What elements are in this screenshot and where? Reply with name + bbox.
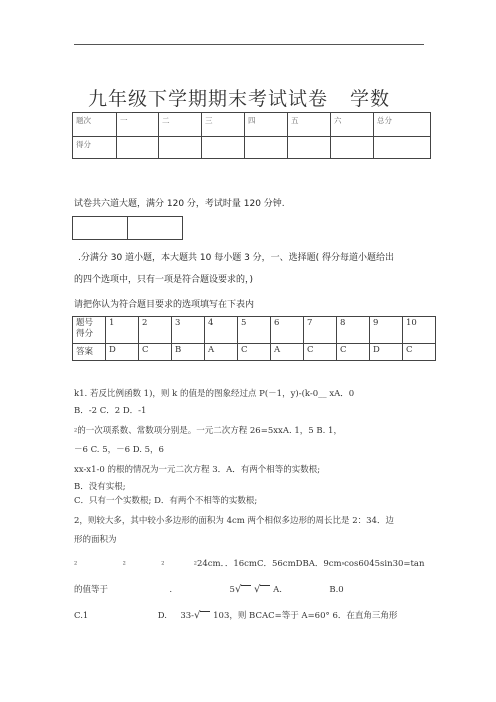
section1-instruction-2: 的四个选项中，只有一项是符合题设要求的，)	[74, 275, 254, 285]
score-cell[interactable]	[117, 137, 159, 159]
question-5-cont	[74, 609, 397, 621]
q4-mark: 2	[193, 560, 197, 567]
score-table	[72, 112, 431, 159]
question-3-options-cd: C．只有一个实数根; D．有两个不相等的实数根;	[74, 496, 258, 506]
score-header-cell: 五	[288, 113, 331, 137]
score-table-header-row	[73, 113, 431, 137]
q4-mark: 2	[122, 560, 126, 567]
q5-option-d-value: 33-	[180, 611, 195, 621]
answer-cell[interactable]: C	[403, 344, 436, 361]
question-number: 10	[403, 317, 436, 344]
question-number: 8	[337, 317, 370, 344]
answer-cell[interactable]: C	[238, 344, 271, 361]
q4-options-text: 24cm．．16cmC．56cmDBA．9cm	[196, 559, 342, 569]
score-cell[interactable]	[159, 137, 202, 159]
answer-table-head	[73, 317, 106, 344]
answer-table	[72, 316, 436, 361]
exam-intro: 试卷共六道大题，满分 120 分，考试时量 120 分钟.	[74, 199, 285, 209]
sqrt-symbol: √	[254, 584, 270, 595]
answer-cell[interactable]: D	[106, 344, 139, 361]
score-cell[interactable]	[245, 137, 288, 159]
answer-cell[interactable]: C	[304, 344, 337, 361]
question-2	[74, 424, 342, 436]
question-3: xx-x1-0 的根的情况为一元二次方程 3．A．有两个相等的实数根;	[74, 465, 321, 475]
section-score-cell[interactable]	[128, 217, 183, 240]
score-cell[interactable]	[331, 137, 374, 159]
answer-number-row	[73, 317, 436, 344]
score-header-cell: 六	[331, 113, 374, 137]
question-5	[74, 583, 344, 595]
sqrt-symbol: √	[235, 584, 251, 595]
head-score: 得分	[76, 329, 94, 339]
score-header-cell: 四	[245, 113, 288, 137]
exam-title	[88, 84, 390, 111]
exam-subject: 学数	[350, 88, 391, 110]
answer-cell[interactable]: D	[370, 344, 403, 361]
question-4: 2，则较大多，其中较小多边形的面积为 4cm 两个相似多边形的周长比是 2：34．边	[74, 516, 394, 526]
score-header-cell: 二	[159, 113, 202, 137]
q5-option-a: A.	[273, 585, 282, 595]
question-6: 103，则 BCAC=等于 A=60° 6．在直角三角形	[213, 611, 398, 621]
q5-option-b: B.0	[329, 585, 344, 595]
score-header-cell: 总分	[374, 113, 431, 137]
question-number: 1	[106, 317, 139, 344]
score-cell[interactable]	[374, 137, 431, 159]
score-header-cell: 题次	[73, 113, 117, 137]
head-question-no: 题号	[76, 318, 94, 328]
q2-superscript: 2	[74, 427, 78, 434]
answer-cell[interactable]: B	[172, 344, 205, 361]
answer-row	[73, 344, 436, 361]
q4-trig: cos6045sin30=tan	[344, 559, 425, 569]
question-number: 2	[139, 317, 172, 344]
question-4-cont: 形的面积为	[74, 535, 117, 545]
sqrt-symbol: √	[194, 610, 210, 621]
q5-option-d: D.	[157, 611, 167, 621]
q5-prefix: 的值等于	[74, 585, 109, 595]
score-header-cell: 一	[117, 113, 159, 137]
answer-cell[interactable]: A	[205, 344, 238, 361]
question-number: 6	[271, 317, 304, 344]
answer-label: 答案	[73, 344, 106, 361]
q5-dot: .	[169, 585, 173, 595]
question-4-options	[74, 557, 424, 569]
header-rule	[74, 44, 424, 45]
section-score-cell[interactable]	[73, 217, 128, 240]
answer-cell[interactable]: C	[139, 344, 172, 361]
score-cell[interactable]	[202, 137, 245, 159]
question-1: k1. 若反比例函数 1)，则 k 的值是的图象经过点 P(－1，y)-(k-0__ xA．0	[74, 389, 355, 399]
section1-instruction-3: 请把你认为符合题目要求的选项填写在下表内	[74, 300, 255, 310]
q4-mark: 2	[161, 560, 165, 567]
question-3-option-b: B．没有实根;	[74, 482, 126, 492]
question-number: 5	[238, 317, 271, 344]
answer-cell[interactable]: A	[271, 344, 304, 361]
section1-instruction-1: .分满分 30 道小题，本大题共 10 每小题 3 分，一、选择题( 得分每道小题给出	[78, 253, 395, 263]
q5-coef: 5	[229, 585, 235, 595]
question-2-text: 的一次项系数、常数项分别是。一元二次方程 26=5xxA. 1，5 B. 1，	[77, 426, 342, 436]
question-number: 9	[370, 317, 403, 344]
score-header-cell: 三	[202, 113, 245, 137]
q4-mark: 2	[74, 560, 78, 567]
score-cell[interactable]	[288, 137, 331, 159]
question-number: 7	[304, 317, 337, 344]
question-number: 4	[205, 317, 238, 344]
q5-option-c: C.1	[74, 611, 89, 621]
q4-sub: s	[341, 560, 345, 567]
question-2-options: －6 C. 5，－6 D. 5，6	[74, 445, 164, 455]
question-number: 3	[172, 317, 205, 344]
answer-cell[interactable]: C	[337, 344, 370, 361]
score-row-label: 得分	[73, 137, 117, 159]
score-table-score-row	[73, 137, 431, 159]
question-1-options: B．-2 C．2 D．-1	[74, 406, 147, 416]
section-score-box	[72, 216, 183, 240]
exam-title-main: 九年级下学期期末考试试卷	[88, 88, 329, 110]
